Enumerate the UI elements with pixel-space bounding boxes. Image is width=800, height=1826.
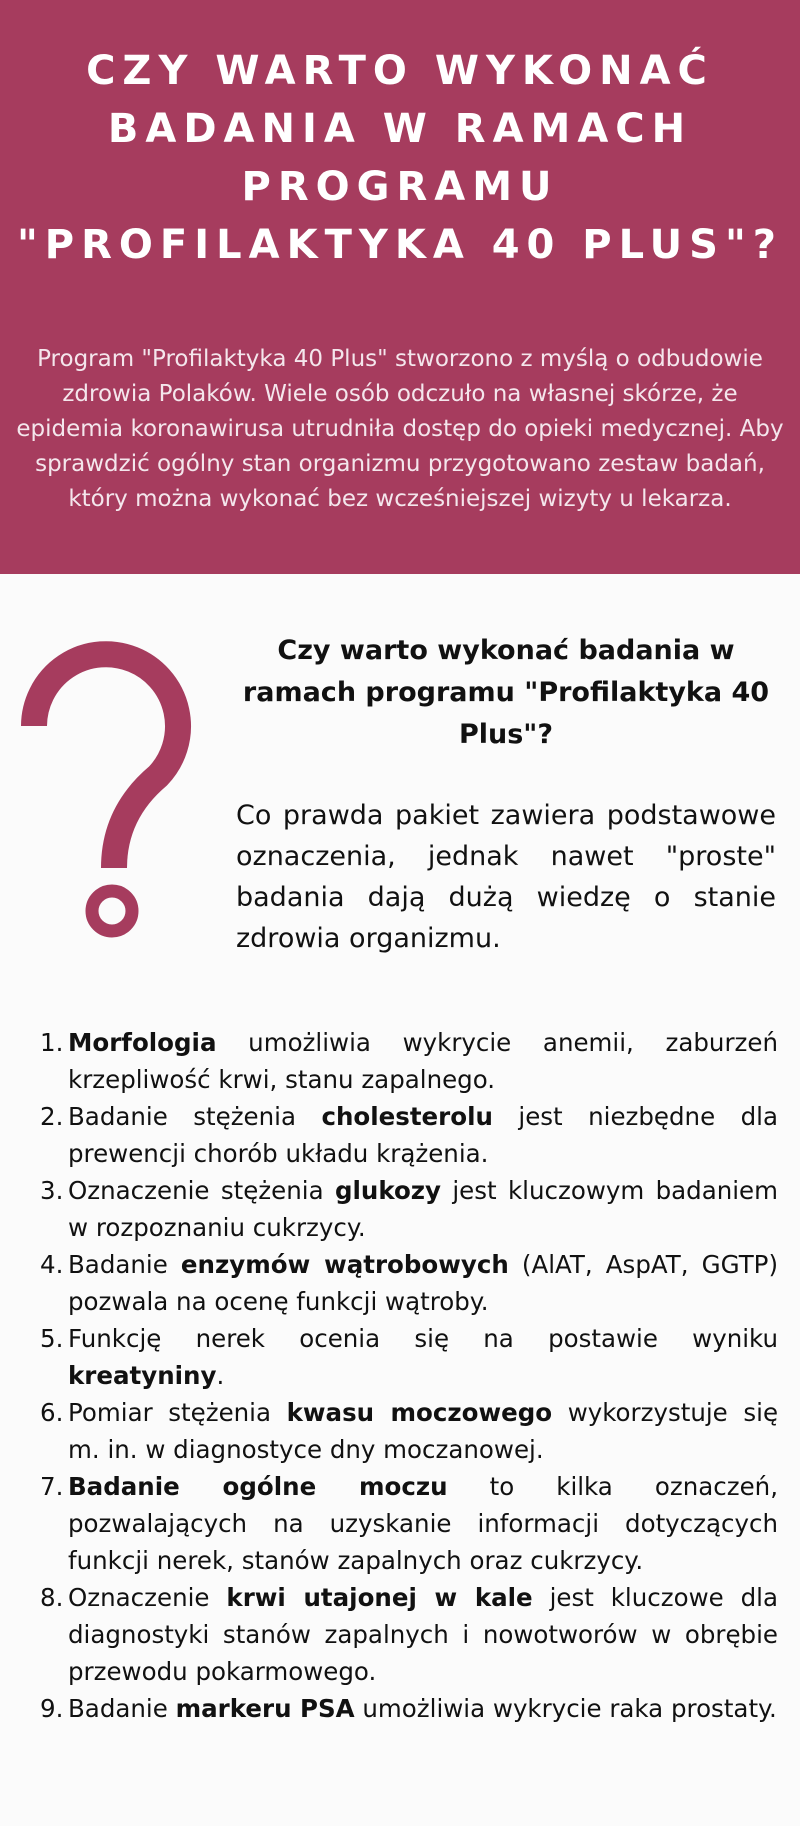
section-text: Co prawda pakiet zawiera podstawowe oznaczenia, jednak nawet "proste" badania dają dużą wiedzę o stanie zdrowia organizmu.	[236, 800, 776, 954]
list-keyword: kreatyniny	[68, 1361, 217, 1390]
list-keyword: glukozy	[334, 1176, 442, 1205]
list-number: 9.	[40, 1694, 64, 1723]
title-line: PROGRAMU	[241, 164, 559, 210]
page-title	[0, 42, 800, 274]
header-banner	[0, 0, 800, 574]
list-number: 8.	[40, 1583, 64, 1612]
list-text: .	[216, 1361, 225, 1390]
list-text: wykorzystuje się m. in. w diagnostyce dny moczanowej.	[68, 1398, 779, 1464]
list-number: 7.	[40, 1472, 64, 1501]
section-title: Czy warto wykonać badania w ramach programu "Profilaktyka 40 Plus"?	[242, 635, 770, 750]
exam-list	[40, 1024, 778, 1727]
list-item	[40, 1690, 778, 1727]
list-text: to kilka oznaczeń, pozwalających na uzyskanie informacji dotyczących funkcji nerek, stanów zapalnych oraz cukrzycy.	[68, 1472, 778, 1575]
list-item	[40, 1098, 778, 1172]
list-text: Oznaczenie stężenia	[68, 1176, 335, 1205]
list-item	[40, 1172, 778, 1246]
list-text: Badanie stężenia	[68, 1102, 322, 1131]
list-keyword: Badanie ogólne moczu	[68, 1472, 448, 1501]
list-number: 1.	[40, 1028, 64, 1057]
list-text: Pomiar stężenia	[68, 1398, 287, 1427]
list-number: 6.	[40, 1398, 64, 1427]
question-mark-icon	[6, 628, 216, 948]
list-item	[40, 1468, 778, 1579]
list-keyword: kwasu moczowego	[286, 1398, 553, 1427]
list-item	[40, 1320, 778, 1394]
list-text: jest kluczowym badaniem w rozpoznaniu cukrzycy.	[68, 1176, 778, 1242]
list-text: jest kluczowe dla diagnostyki stanów zapalnych i nowotworów w obrębie przewodu pokarmowego.	[68, 1583, 778, 1686]
list-text: Badanie	[68, 1250, 181, 1279]
list-number: 4.	[40, 1250, 64, 1279]
title-line: BADANIA W RAMACH	[107, 106, 693, 152]
list-keyword: krwi utajonej w kale	[226, 1583, 533, 1612]
list-keyword: enzymów wątrobowych	[180, 1250, 509, 1279]
list-keyword: Morfologia	[68, 1028, 217, 1057]
list-item	[40, 1024, 778, 1098]
intro-text: Program "Profilaktyka 40 Plus" stworzono z myślą o odbudowie zdrowia Polaków. Wiele osób odczuło na własnej skórze, że epidemia koronawirusa utrudniła dostęp do opieki medycznej. Aby sprawdzić ogólny stan organizmu przygotowano zestaw badań, który można wykonać bez wcześniejszej wizyty u lekarza.	[16, 346, 784, 512]
list-text: Badanie	[68, 1694, 176, 1723]
list-text: umożliwia wykrycie anemii, zaburzeń krzepliwość krwi, stanu zapalnego.	[68, 1028, 778, 1094]
title-line: "PROFILAKTYKA 40 PLUS"?	[16, 222, 784, 268]
list-text: jest niezbędne dla prewencji chorób układu krążenia.	[68, 1102, 778, 1168]
list-text: (AlAT, AspAT, GGTP) pozwala na ocenę funkcji wątroby.	[68, 1250, 778, 1316]
list-text: umożliwia wykrycie raka prostaty.	[354, 1694, 777, 1723]
title-line: CZY WARTO WYKONAĆ	[86, 48, 714, 94]
list-keyword: markeru PSA	[175, 1694, 355, 1723]
list-text: Oznaczenie	[68, 1583, 227, 1612]
list-keyword: cholesterolu	[321, 1102, 493, 1131]
list-item	[40, 1394, 778, 1468]
list-number: 3.	[40, 1176, 64, 1205]
list-number: 5.	[40, 1324, 64, 1353]
list-text: Funkcję nerek ocenia się na postawie wyniku	[68, 1324, 778, 1353]
list-number: 2.	[40, 1102, 64, 1131]
list-item	[40, 1246, 778, 1320]
list-item	[40, 1579, 778, 1690]
